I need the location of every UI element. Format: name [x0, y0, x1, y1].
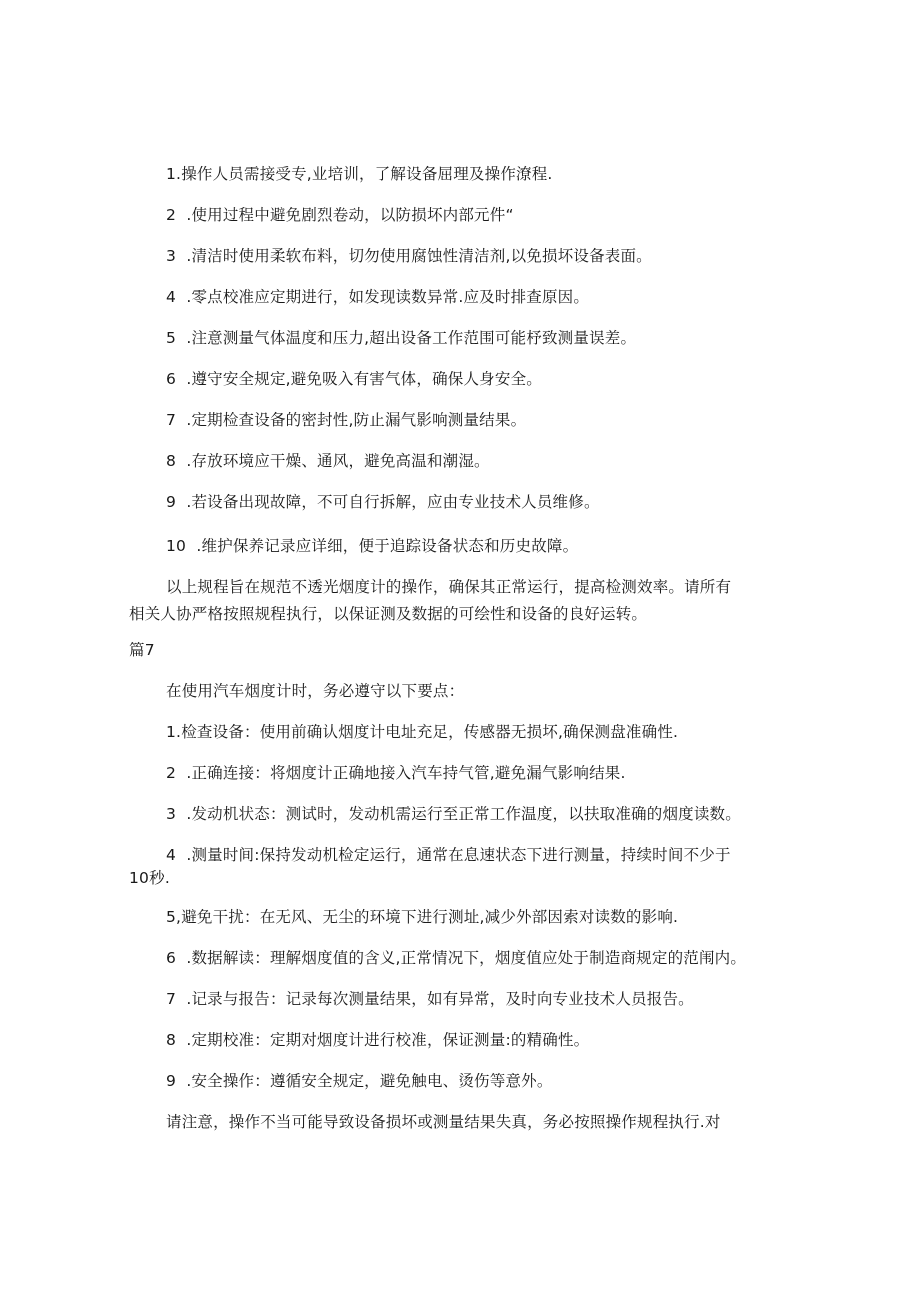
- point-item-8: 8 .定期校准：定期对烟度计进行校准，保证测量:的精确性。: [166, 1031, 590, 1049]
- rule-item-1: 1.操作人员需接受专,业培训，了解设备屈理及操作潦程.: [166, 165, 553, 183]
- closing-paragraph-line-1: 请注意，操作不当可能导致设备损坏或测量结果失真，务必按照操作规程执行.对: [166, 1113, 721, 1131]
- point-item-5: 5,避免干扰：在无风、无尘的环境下进行测址,减少外部因索对读数的影响.: [166, 908, 679, 926]
- rule-item-6: 6 .遵守安全规定,避免吸入有害气体，确保人身安全。: [166, 370, 542, 388]
- summary-paragraph-line-2: 相关人协严格按照规程执行，以保证测及数据的可绘性和设备的良好运转。: [129, 605, 648, 623]
- point-item-4-line-2: 10秒.: [129, 869, 170, 887]
- section-intro: 在使用汽车烟度计时，务必遵守以下要点：: [166, 682, 465, 700]
- rule-item-8: 8 .存放环境应干燥、通风，避免高温和潮湿。: [166, 452, 490, 470]
- point-item-4-line-1: 4 .测量时间:保持发动机检定运行，通常在息速状态下进行测量，持续时间不少于: [166, 846, 731, 864]
- rule-item-4: 4 .零点校准应定期进行，如发现读数异常.应及时排查原因。: [166, 288, 590, 306]
- point-item-7: 7 .记录与报告：记录每次测量结果，如有异常，及时向专业技术人员报告。: [166, 990, 694, 1008]
- rule-item-10: 10 .维护保养记录应详细，便于追踪设备状态和历史故障。: [166, 537, 579, 555]
- point-item-3: 3 .发动机状态：测试时，发动机需运行至正常工作温度，以扶取准确的烟度读数。: [166, 805, 741, 823]
- rule-item-7: 7 .定期检查设备的密封性,防止漏气影响测量结果。: [166, 411, 527, 429]
- point-item-2: 2 .正确连接：将烟度计正确地接入汽车持气管,避免漏气影响结果.: [166, 764, 626, 782]
- rule-item-5: 5 .注意测量气体温度和压力,超出设备工作范围可能杼致测量误差。: [166, 329, 637, 347]
- point-item-9: 9 .安全操作：遵循安全规定，避免触电、烫伤等意外。: [166, 1072, 553, 1090]
- point-item-6: 6 .数据解读：理解烟度值的含义,正常情况下，烟度值应处于制造商规定的范闱内。: [166, 949, 747, 967]
- rule-item-3: 3 .清洁时使用柔软布料，切勿使用腐蚀性清洁剂,以免损坏设备表面。: [166, 247, 652, 265]
- rule-item-2: 2 .使用过程中避免剧烈卷动，以防损坏内部元件“: [166, 206, 514, 224]
- summary-paragraph-line-1: 以上规程旨在规范不透光烟度计的操作，确保其正常运行，提高检测效率。请所有: [166, 578, 732, 596]
- rule-item-9: 9 .若设备出现故障，不可自行拆解，应由专业技术人员维修。: [166, 493, 600, 511]
- section-heading: 篇7: [129, 641, 155, 659]
- point-item-1: 1.检查设备：使用前确认烟度计电址充足，传感器无损坏,确保测盘准确性.: [166, 723, 679, 741]
